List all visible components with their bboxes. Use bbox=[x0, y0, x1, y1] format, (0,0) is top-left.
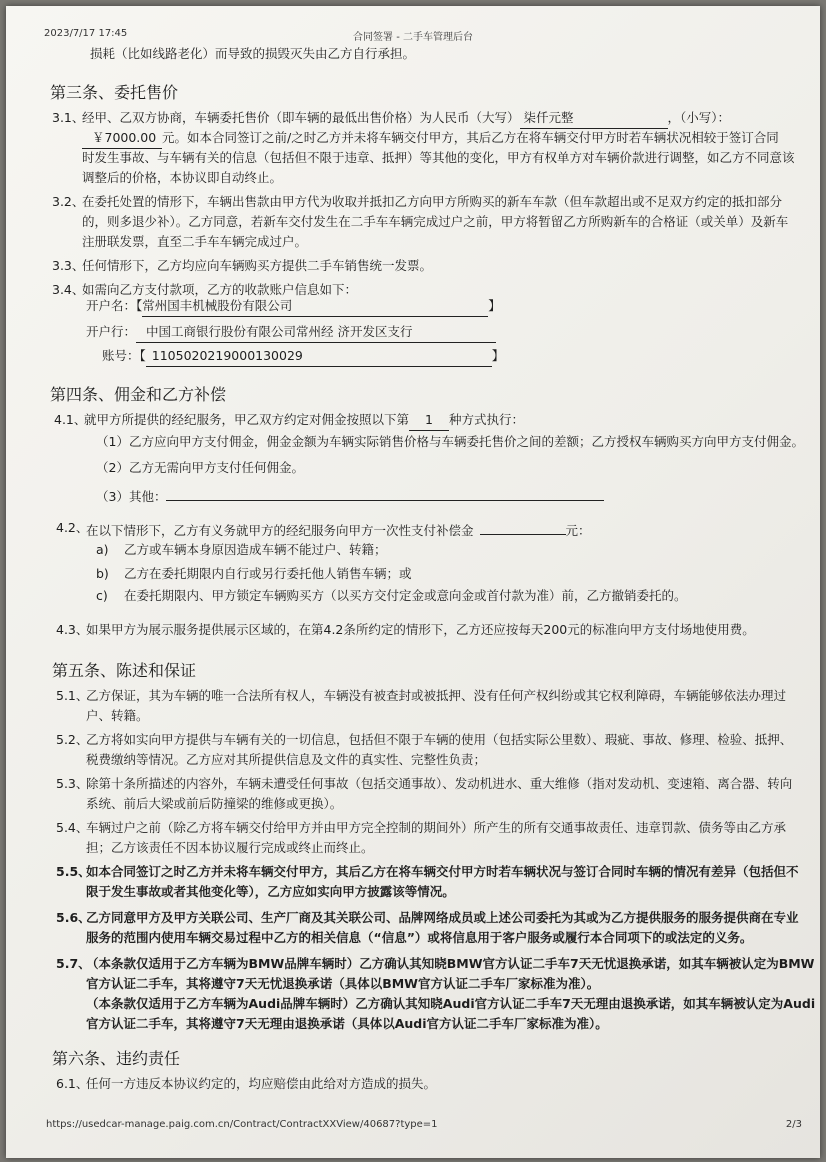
clause-5-7-line-2: 官方认证二手车，其将遵守7天无忧退换承诺（具体以BMW官方认证二手车厂家标准为准）。 bbox=[86, 976, 600, 991]
clause-4-1-intro-a: 就甲方所提供的经纪服务，甲乙双方约定对佣金按照以下第 bbox=[84, 412, 410, 427]
account-number-close: 】 bbox=[491, 348, 505, 363]
clause-3-1-line-1 bbox=[82, 108, 730, 129]
clause-3-1-text-c: 元。如本合同签订之前/之时乙方并未将车辆交付甲方，其后乙方在将车辆交付甲方时若车辆状况相较于签订合同 bbox=[162, 130, 779, 145]
clause-3-1-number: 3.1、 bbox=[52, 110, 85, 125]
footer-page-number: 2/3 bbox=[785, 1119, 802, 1130]
clause-5-4-line-1: 车辆过户之前（除乙方将车辆交付给甲方并由甲方完全控制的期间外）所产生的所有交通事故责任、违章罚款、债务等由乙方承 bbox=[86, 820, 787, 835]
clause-3-4-number: 3.4、 bbox=[52, 282, 85, 297]
clause-4-2-intro-text: 在以下情形下，乙方有义务就甲方的经纪服务向甲方一次性支付补偿金 bbox=[86, 523, 474, 538]
clause-5-3-number: 5.3、 bbox=[56, 776, 89, 791]
price-lower-field bbox=[82, 128, 162, 149]
clause-5-4-number: 5.4、 bbox=[56, 820, 89, 835]
header-date: 2023/7/17 17:45 bbox=[44, 28, 128, 39]
clause-3-1-text-b: ，（小写）： bbox=[667, 110, 731, 125]
clause-5-1-line-2: 户、转籍。 bbox=[86, 708, 149, 723]
section-3-title: 第三条、委托售价 bbox=[50, 83, 179, 102]
commission-option-3 bbox=[96, 484, 604, 507]
account-holder-close: 】 bbox=[488, 298, 501, 313]
clause-5-7-line-4: 官方认证二手车，其将遵守7天无理由退换承诺（具体以Audi官方认证二手车厂家标准为准）。 bbox=[86, 1016, 608, 1031]
commission-option-field bbox=[409, 410, 449, 431]
price-lower-value: ￥7000.00 bbox=[92, 130, 157, 145]
account-holder-value: 常州国丰机械股份有限公司 bbox=[142, 298, 293, 313]
clause-5-7-number: 5.7、 bbox=[56, 956, 91, 971]
clause-3-2-line-2: 的，则多退少补）。乙方同意，若新车交付发生在二手车车辆完成过户之前，甲方将暂留乙方所购新车的合格证（或关单）及新车 bbox=[82, 214, 789, 229]
clause-5-5-line-2: 限于发生事故或者其他变化等），乙方应如实向甲方披露该等情况。 bbox=[86, 884, 455, 899]
account-number-value: 1105020219000130029 bbox=[151, 348, 303, 363]
commission-option-1: （1）乙方应向甲方支付佣金，佣金金额为车辆实际销售价格与车辆委托售价之间的差额；乙方授权车辆购买方向甲方支付佣金。 bbox=[96, 434, 804, 449]
price-upper-field bbox=[520, 108, 668, 129]
clause-4-2-intro bbox=[86, 518, 591, 541]
document-page bbox=[6, 6, 820, 1158]
clause-4-2-b-number: b) bbox=[96, 566, 109, 581]
header-title: 合同签署 - 二手车管理后台 bbox=[353, 32, 473, 43]
bank-value: 中国工商银行股份有限公司常州经 济开发区支行 bbox=[146, 324, 413, 339]
clause-4-2-a-number: a) bbox=[96, 542, 109, 557]
clause-5-7-line-3: （本条款仅适用于乙方车辆为Audi品牌车辆时）乙方确认其知晓Audi官方认证二手车7天无理由退换承诺，如其车辆被认定为Audi bbox=[86, 996, 816, 1011]
footer-url: https://usedcar-manage.paig.com.cn/Contract/ContractXXView/40687?type=1 bbox=[46, 1119, 438, 1130]
clause-5-2-line-1: 乙方将如实向甲方提供与车辆有关的一切信息，包括但不限于车辆的使用（包括实际公里数）、瑕疵、事故、修理、检验、抵押、 bbox=[86, 732, 793, 747]
clause-3-2-line-1: 在委托处置的情形下，车辆出售款由甲方代为收取并抵扣乙方向甲方所购买的新车车款（但车款超出或不足双方约定的抵扣部分 bbox=[82, 194, 783, 209]
clause-3-2-line-3: 注册联发票，直至二手车车辆完成过户。 bbox=[82, 234, 308, 249]
clause-4-2-a-text: 乙方或车辆本身原因造成车辆不能过户、转籍； bbox=[124, 542, 387, 557]
bank-row bbox=[86, 322, 496, 343]
clause-5-5-number: 5.5、 bbox=[56, 864, 91, 879]
clause-3-3-text: 任何情形下，乙方均应向车辆购买方提供二手车销售统一发票。 bbox=[82, 258, 433, 273]
clause-5-2-number: 5.2、 bbox=[56, 732, 89, 747]
clause-4-2-unit: 元： bbox=[565, 523, 591, 538]
clause-6-1-number: 6.1、 bbox=[56, 1076, 89, 1091]
clause-5-3-line-2: 系统、前后大梁或前后防撞梁的维修或更换）。 bbox=[86, 796, 343, 811]
continued-line: 损耗（比如线路老化）而导致的损毁灭失由乙方自行承担。 bbox=[90, 46, 416, 61]
clause-3-1-line-3: 时发生事故、与车辆有关的信息（包括但不限于违章、抵押）等其他的变化，甲方有权单方对车辆价款进行调整，如乙方不同意该 bbox=[82, 150, 795, 165]
account-holder-label: 开户名：【 bbox=[86, 298, 143, 313]
clause-3-2-number: 3.2、 bbox=[52, 194, 85, 209]
commission-option-value: 1 bbox=[425, 412, 433, 427]
commission-other-field bbox=[166, 484, 604, 501]
clause-4-3-number: 4.3、 bbox=[56, 622, 89, 637]
account-number-field bbox=[146, 346, 492, 367]
clause-5-6-number: 5.6、 bbox=[56, 910, 91, 925]
section-6-title: 第六条、违约责任 bbox=[52, 1049, 181, 1068]
commission-option-3-label: （3）其他： bbox=[96, 489, 167, 504]
clause-3-1-line-2 bbox=[82, 128, 779, 149]
clause-3-3-number: 3.3、 bbox=[52, 258, 85, 273]
clause-3-1-text-a: 经甲、乙双方协商，车辆委托售价（即车辆的最低出售价格）为人民币（大写） bbox=[82, 110, 520, 125]
clause-5-1-line-1: 乙方保证，其为车辆的唯一合法所有权人，车辆没有被查封或被抵押、没有任何产权纠纷或其它权利障碍，车辆能够依法办理过 bbox=[86, 688, 787, 703]
clause-4-2-c-number: c) bbox=[96, 588, 108, 603]
clause-4-1-intro-b: 种方式执行： bbox=[449, 412, 525, 427]
clause-5-6-line-1: 乙方同意甲方及甲方关联公司、生产厂商及其关联公司、品牌网络成员或上述公司委托为其或为乙方提供服务的服务提供商在专业 bbox=[86, 910, 799, 925]
clause-3-4-intro: 如需向乙方支付款项，乙方的收款账户信息如下： bbox=[82, 282, 358, 297]
bank-field bbox=[136, 322, 496, 343]
clause-6-1-text: 任何一方违反本协议约定的，均应赔偿由此给对方造成的损失。 bbox=[86, 1076, 437, 1091]
account-number-row bbox=[102, 346, 504, 367]
clause-5-6-line-2: 服务的范围内使用车辆交易过程中乙方的相关信息（“信息”）或将信息用于客户服务或履行本合同项下的或法定的义务。 bbox=[86, 930, 753, 945]
price-upper-value: 柒仟元整 bbox=[523, 110, 574, 125]
clause-4-1-number: 4.1、 bbox=[54, 412, 87, 427]
clause-5-4-line-2: 担；乙方该责任不因本协议履行完成或终止而终止。 bbox=[86, 840, 374, 855]
clause-4-2-c-text: 在委托期限内、甲方锁定车辆购买方（以买方交付定金或意向金或首付款为准）前，乙方撤销委托的。 bbox=[124, 588, 687, 603]
clause-4-2-b-text: 乙方在委托期限内自行或另行委托他人销售车辆；或 bbox=[124, 566, 412, 581]
account-holder-row bbox=[86, 296, 501, 317]
clause-5-7-line-1: （本条款仅适用于乙方车辆为BMW品牌车辆时）乙方确认其知晓BMW官方认证二手车7天无忧退换承诺，如其车辆被认定为BMW bbox=[86, 956, 815, 971]
clause-5-5-line-1: 如本合同签订之时乙方并未将车辆交付甲方，其后乙方在将车辆交付甲方时若车辆状况与签订合同时车辆的情况有差异（包括但不 bbox=[86, 864, 799, 879]
clause-4-2-number: 4.2、 bbox=[56, 520, 89, 535]
account-holder-field bbox=[142, 296, 488, 317]
account-number-label: 账号：【 bbox=[102, 348, 146, 363]
compensation-amount-field bbox=[480, 518, 566, 535]
bank-label: 开户行： bbox=[86, 324, 137, 339]
clause-5-2-line-2: 税费缴纳等情况。乙方应对其所提供信息及文件的真实性、完整性负责； bbox=[86, 752, 487, 767]
section-4-title: 第四条、佣金和乙方补偿 bbox=[50, 385, 227, 404]
section-5-title: 第五条、陈述和保证 bbox=[52, 661, 197, 680]
commission-option-2: （2）乙方无需向甲方支付任何佣金。 bbox=[96, 460, 304, 475]
clause-5-3-line-1: 除第十条所描述的内容外，车辆未遭受任何事故（包括交通事故）、发动机进水、重大维修（指对发动机、变速箱、离合器、转向 bbox=[86, 776, 793, 791]
clause-4-3-text: 如果甲方为展示服务提供展示区域的，在第4.2条所约定的情形下，乙方还应按每天200元的标准向甲方支付场地使用费。 bbox=[86, 622, 755, 637]
clause-3-1-line-4: 调整后的价格，本协议即自动终止。 bbox=[82, 170, 283, 185]
clause-4-1-intro bbox=[84, 410, 524, 431]
clause-5-1-number: 5.1、 bbox=[56, 688, 89, 703]
